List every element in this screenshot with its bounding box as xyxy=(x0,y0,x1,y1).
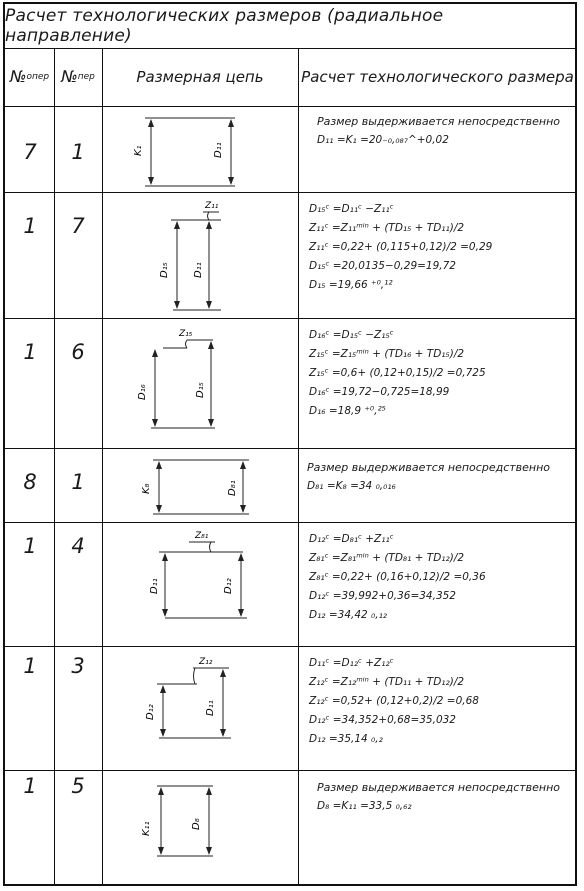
chain-label-right: D₈ xyxy=(191,818,202,830)
calculation-sheet xyxy=(3,2,577,886)
chain-label-left: D₁₅ xyxy=(159,262,170,278)
chain-label-right: D₁₁ xyxy=(213,142,224,158)
header-transition-number: № пер xyxy=(61,67,95,86)
calculation-text: D₁₂ᶜ =D₈₁ᶜ +Z₁₁ᶜ Z₈₁ᶜ =Z₈₁ᵐⁱⁿ + (TD₈₁ + TD₁₂)/2 Z₈₁ᶜ =0,22+ (0,16+0,12)/2 =0,36 D₁₂ᶜ =39,992+0,36=34,352 D₁₂ =34,42 ₀,₁₂ xyxy=(309,533,486,621)
dimension-chain-sketch xyxy=(103,322,295,444)
chain-label-left: D₁₂ xyxy=(145,704,156,720)
chain-label-left: K₈ xyxy=(141,483,152,494)
chain-label-right: D₁₁ xyxy=(205,700,216,716)
chain-label-left: D₁₁ xyxy=(149,578,160,594)
table-row xyxy=(5,770,575,886)
page-title: Расчет технологических размеров (радиальное направление) xyxy=(5,4,575,49)
transition-number: 7 xyxy=(71,214,85,238)
table-row xyxy=(5,646,575,771)
operation-number: 8 xyxy=(23,470,37,494)
dimension-chain-sketch xyxy=(103,452,295,520)
dimension-chain-sketch xyxy=(103,110,295,190)
chain-label-top: Z₁₁ xyxy=(205,201,219,211)
operation-number: 1 xyxy=(23,340,37,364)
dimension-chain-sketch xyxy=(103,650,295,766)
header-dimension-chain: Размерная цепь xyxy=(136,68,264,86)
chain-label-top: Z₈₁ xyxy=(195,531,209,541)
table-row xyxy=(5,192,575,319)
dimension-chain-sketch xyxy=(103,524,295,642)
transition-number: 1 xyxy=(71,140,85,164)
chain-label-top: Z₁₅ xyxy=(179,329,193,339)
calculation-text: Размер выдерживается непосредственно D₁₁ =K₁ =20₋₀,₀₈₇^+0,02 xyxy=(317,115,561,146)
calculation-text: D₁₅ᶜ =D₁₁ᶜ −Z₁₁ᶜ Z₁₁ᶜ =Z₁₁ᵐⁱⁿ + (TD₁₅ + TD₁₁)/2 Z₁₁ᶜ =0,22+ (0,115+0,12)/2 =0,29 D₁₅ᶜ =20,0135−0,29=19,72 D₁₅ =19,66 ⁺⁰,¹² xyxy=(309,203,493,291)
chain-label-right: D₁₅ xyxy=(195,382,206,398)
transition-number: 6 xyxy=(71,340,85,364)
operation-number: 1 xyxy=(23,774,37,798)
transition-number: 5 xyxy=(71,774,85,798)
chain-label-left: K₁₁ xyxy=(141,821,152,836)
transition-number: 3 xyxy=(71,654,85,678)
operation-number: 1 xyxy=(23,654,37,678)
calculation-text: D₁₆ᶜ =D₁₅ᶜ −Z₁₅ᶜ Z₁₅ᶜ =Z₁₅ᵐⁱⁿ + (TD₁₆ + TD₁₅)/2 Z₁₅ᶜ =0,6+ (0,12+0,15)/2 =0,725 D₁₆ᶜ =19,72−0,725=18,99 D₁₆ =18,9 ⁺⁰,²⁵ xyxy=(309,329,486,417)
table-row xyxy=(5,318,575,449)
chain-label-right: D₁₂ xyxy=(223,578,234,594)
operation-number: 1 xyxy=(23,214,37,238)
chain-label-left: D₁₆ xyxy=(137,384,148,400)
transition-number: 1 xyxy=(71,470,85,494)
chain-label-right: D₈₁ xyxy=(227,480,238,496)
header-calculation: Расчет технологического размера xyxy=(301,68,574,86)
transition-number: 4 xyxy=(71,534,85,558)
table-row xyxy=(5,522,575,647)
chain-label-left: K₁ xyxy=(133,145,144,156)
table-row xyxy=(5,448,575,523)
operation-number: 1 xyxy=(23,534,37,558)
chain-label-right: D₁₁ xyxy=(193,262,204,278)
dimension-chain-sketch xyxy=(103,774,295,882)
table-row xyxy=(5,106,575,193)
chain-label-top: Z₁₂ xyxy=(199,657,213,667)
dimension-chain-sketch xyxy=(103,198,295,316)
header-op-number: № опер xyxy=(9,67,50,86)
calculation-text: Размер выдерживается непосредственно D₈ =K₁₁ =33,5 ₀,₆₂ xyxy=(317,781,561,812)
operation-number: 7 xyxy=(23,140,37,164)
calculation-text: Размер выдерживается непосредственно D₈₁ =K₈ =34 ₀,₀₁₆ xyxy=(307,461,551,492)
calculation-text: D₁₁ᶜ =D₁₂ᶜ +Z₁₂ᶜ Z₁₂ᶜ =Z₁₂ᵐⁱⁿ + (TD₁₁ + TD₁₂)/2 Z₁₂ᶜ =0,52+ (0,12+0,2)/2 =0,68 D₁₂ᶜ =34,352+0,68=35,032 D₁₂ =35,14 ₀,₂ xyxy=(309,657,479,745)
